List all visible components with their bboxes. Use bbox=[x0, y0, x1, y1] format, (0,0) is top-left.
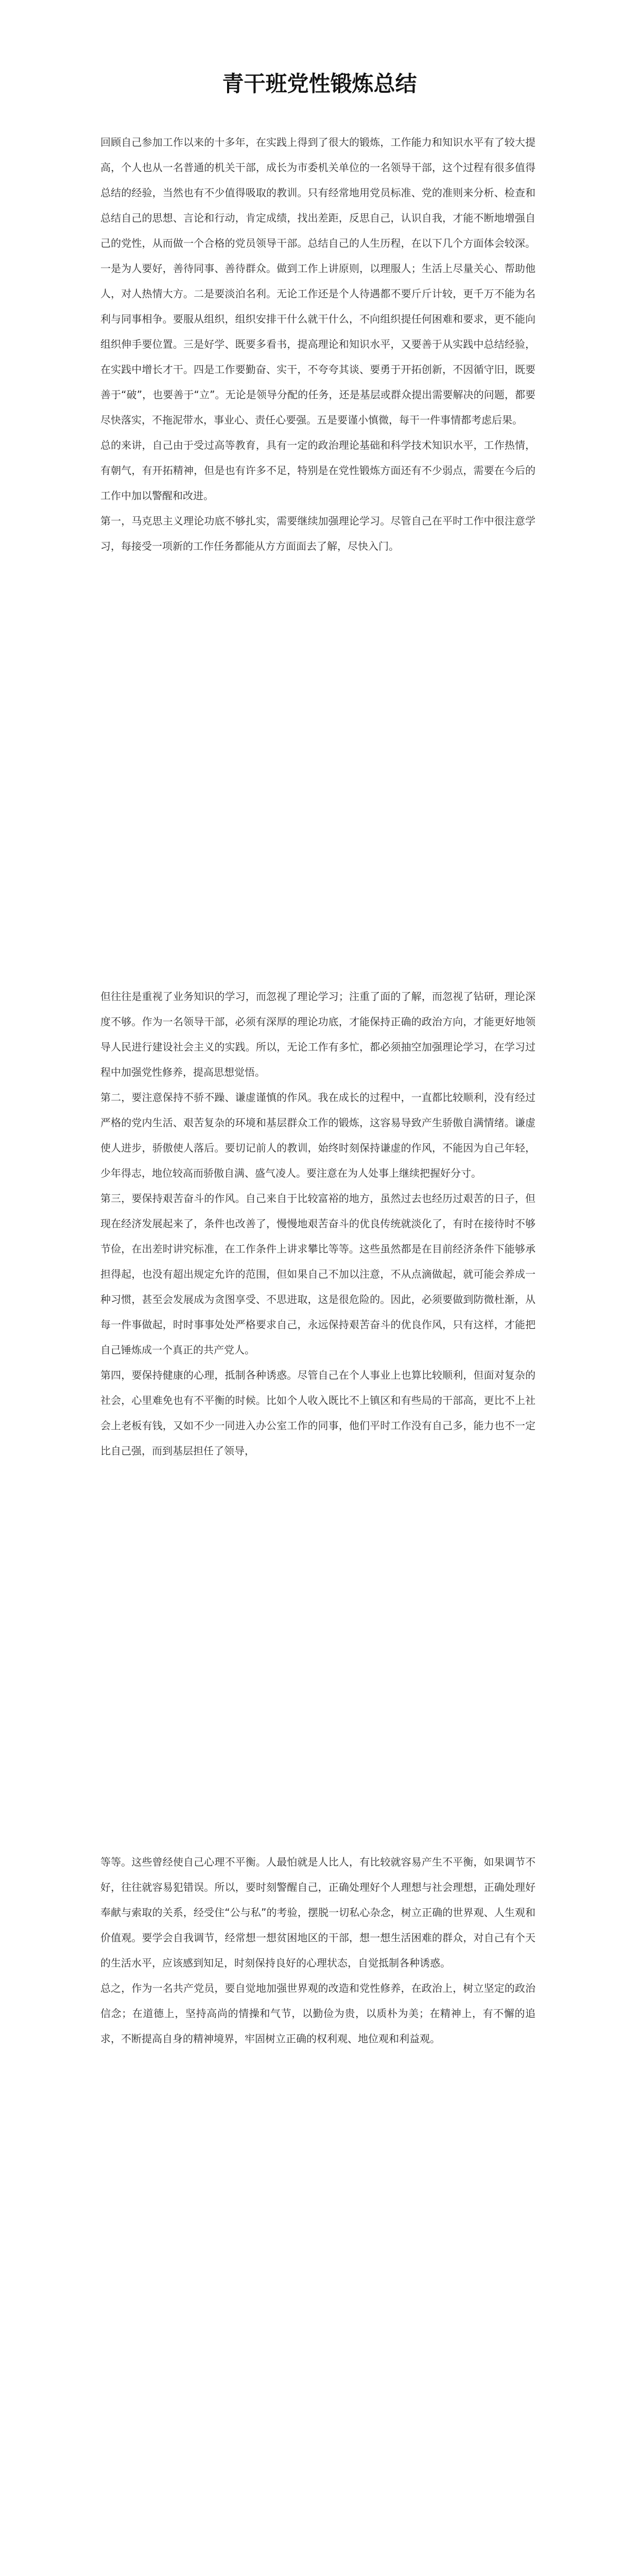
paragraph-third-point: 第三，要保持艰苦奋斗的作风。自己来自于比较富裕的地方，虽然过去也经历过艰苦的日子，但现在经济发展起来了，条件也改善了，慢慢地艰苦奋斗的优良传统就淡化了，有时在接待时不够节俭，在出差时讲究标准，在工作条件上讲求攀比等等。这些虽然都是在目前经济条件下能够承担得起，也没有超出规定允许的范围，但如果自己不加以注意，不从点滴做起，就可能会养成一种习惯，甚至会发展成为贪图享受、不思进取，这是很危险的。因此，必须要做到防微杜渐，从每一件事做起，时时事事处处严格要求自己，永远保持艰苦奋斗的优良作风，只有这样，才能把自己锤炼成一个真正的共产党人。 bbox=[100, 1192, 536, 1356]
paragraph-fourth-point: 第四，要保持健康的心理，抵制各种诱惑。尽管自己在个人事业上也算比较顺利，但面对复杂的社会，心里难免也有不平衡的时候。比如个人收入既比不上镇区和有些局的干部高，更比不上社会上老板有钱，又如不少一同进入办公室工作的同事，他们平时工作没有自己多，能力也不一定比自己强，而到基层担任了领导， bbox=[100, 1369, 536, 1457]
body-section-page-2 bbox=[100, 984, 536, 1464]
paragraph-overall-summary: 总的来讲，自己由于受过高等教育，具有一定的政治理论基础和科学技术知识水平，工作热情，有朝气，有开拓精神，但是也有许多不足，特别是在党性锻炼方面还有不少弱点，需要在今后的工作中加以警醒和改进。 bbox=[100, 439, 536, 502]
paragraph-conclusion: 总之，作为一名共产党员，要自觉地加强世界观的改造和党性修养，在政治上，树立坚定的政治信念；在道德上，坚持高尚的情操和气节，以勤俭为贵，以质朴为美；在精神上，有不懈的追求，不断提高自身的精神境界，牢固树立正确的权利观、地位观和利益观。 bbox=[100, 1982, 536, 2045]
paragraph-review-experience: 回顾自己参加工作以来的十多年，在实践上得到了很大的锻炼，工作能力和知识水平有了较大提高，个人也从一名普通的机关干部，成长为市委机关单位的一名领导干部，这个过程有很多值得总结的经验，当然也有不少值得吸取的教训。只有经常地用党员标准、党的准则来分析、检查和总结自己的思想、言论和行动，肯定成绩，找出差距，反思自己，认识自我，才能不断地增强自己的党性，从而做一个合格的党员领导干部。总结自己的人生历程，在以下几个方面体会较深。一是为人要好，善待同事、善待群众。做到工作上讲原则，以理服人；生活上尽量关心、帮助他人，对人热情大方。二是要淡泊名利。无论工作还是个人待遇都不要斤斤计较，更千万不能为名利与同事相争。要服从组织，组织安排干什么就干什么，不向组织提任何困难和要求，更不能向组织伸手要位置。三是好学、既要多看书，提高理论和知识水平，又要善于从实践中总结经验，在实践中增长才干。四是工作要勤奋、实干，不夸夸其谈、要勇于开拓创新，不因循守旧，既要善于“破”，也要善于“立”。无论是领导分配的任务，还是基层或群众提出需要解决的问题，都要尽快落实，不拖泥带水，事业心、责任心要强。五是要谨小慎微，每干一件事情都考虑后果。 bbox=[100, 136, 536, 426]
body-section-page-3 bbox=[100, 1850, 536, 2052]
page-title: 青干班党性锻炼总结 bbox=[222, 71, 417, 96]
paragraph-first-point: 第一，马克思主义理论功底不够扎实，需要继续加强理论学习。尽管自己在平时工作中很注意学习，每接受一项新的工作任务都能从方方面面去了解，尽快入门。 bbox=[100, 515, 536, 552]
body-section-page-1 bbox=[100, 130, 536, 559]
paragraph-first-point-continued: 但往往是重视了业务知识的学习，而忽视了理论学习；注重了面的了解，而忽视了钻研，理论深度不够。作为一名领导干部，必须有深厚的理论功底，才能保持正确的政治方向，才能更好地领导人民进行建设社会主义的实践。所以，无论工作有多忙，都必须抽空加强理论学习，在学习过程中加强党性修养，提高思想觉悟。 bbox=[100, 990, 536, 1078]
paragraph-second-point: 第二，要注意保持不骄不躁、谦虚谨慎的作风。我在成长的过程中，一直都比较顺利，没有经过严格的党内生活、艰苦复杂的环境和基层群众工作的锻炼，这容易导致产生骄傲自满情绪。谦虚使人进步，骄傲使人落后。要切记前人的教训，始终时刻保持谦虚的作风，不能因为自己年轻，少年得志，地位较高而骄傲自满、盛气凌人。要注意在为人处事上继续把握好分寸。 bbox=[100, 1091, 536, 1179]
paragraph-fourth-point-continued: 等等。这些曾经使自己心理不平衡。人最怕就是人比人，有比较就容易产生不平衡，如果调节不好，往往就容易犯错误。所以，要时刻警醒自己，正确处理好个人理想与社会理想，正确处理好奉献与索取的关系，经受住“公与私”的考验，摆脱一切私心杂念，树立正确的世界观、人生观和价值观。要学会自我调节，经常想一想贫困地区的干部，想一想生活困难的群众，对自己有个天的生活水平，应该感到知足，时刻保持良好的心理状态，自觉抵制各种诱惑。 bbox=[100, 1856, 536, 1969]
